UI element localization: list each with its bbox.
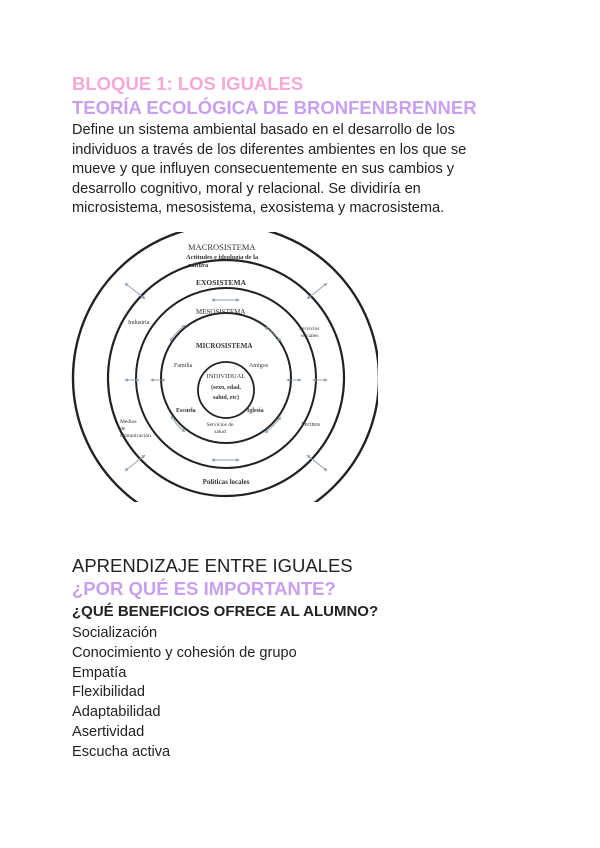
importance-title: ¿POR QUÉ ES IMPORTANTE?	[72, 578, 336, 599]
list-item: Flexibilidad	[72, 684, 146, 701]
relation-arrow	[171, 326, 184, 340]
list-item: Empatía	[72, 664, 127, 681]
exosystem-label: EXOSISTEMA	[196, 278, 247, 287]
block-title: BLOQUE 1: LOS IGUALES	[72, 73, 304, 94]
list-item: Socialización	[72, 625, 158, 641]
bronfenbrenner-diagram	[68, 232, 378, 502]
individual-label: INDIVIDUAL	[206, 373, 246, 380]
benefits-list	[72, 624, 297, 763]
mesosystem-label: MESOSISTEMA	[196, 308, 246, 316]
industria-label: Industria	[128, 320, 150, 326]
relation-arrow	[172, 417, 184, 431]
relation-arrow	[126, 456, 144, 470]
relation-arrow	[308, 284, 326, 298]
politicas-label: Políticas locales	[202, 478, 250, 486]
servicios-salud-label: salud	[214, 429, 226, 435]
peer-learning-title: APRENDIZAJE ENTRE IGUALES	[72, 555, 353, 576]
servicios-sociales-label: Servicios	[299, 326, 320, 332]
intro-line: mueve y que influyen consecuentemente en sus cambios y	[72, 161, 455, 178]
list-item: Adaptabilidad	[72, 704, 161, 721]
list-item: Escucha activa	[72, 743, 171, 760]
microsystem-label: MICROSISTEMA	[196, 342, 253, 350]
intro-paragraph	[72, 121, 542, 219]
macrosystem-label: MACROSISTEMA	[188, 242, 256, 252]
relation-arrow	[266, 418, 280, 432]
servicios-salud-label: Servicios de	[206, 422, 234, 428]
list-item: Conocimiento y cohesión de grupo	[72, 644, 297, 661]
macrosystem-ring	[73, 232, 378, 502]
relation-arrow	[308, 456, 326, 470]
benefits-question: ¿QUÉ BENEFICIOS OFRECE AL ALUMNO?	[72, 603, 379, 620]
servicios-sociales-label: sociales	[301, 333, 319, 339]
medios-label: Medios	[120, 419, 137, 425]
medios-label: de	[120, 426, 126, 432]
relation-arrow	[126, 284, 144, 298]
iglesia-label: Iglesia	[247, 408, 264, 414]
escuela-label: Escuela	[176, 408, 196, 414]
individual-desc: (sexo, edad,	[211, 385, 241, 391]
macrosystem-desc: Actitudes e ideología de la	[186, 254, 259, 261]
amigos-label: Amigos	[249, 363, 269, 369]
individual-desc: salud, etc)	[213, 395, 239, 401]
familia-label: Familia	[174, 363, 193, 369]
medios-label: comunicación	[120, 433, 151, 439]
macrosystem-desc: cultura	[188, 262, 209, 269]
intro-line: individuos a través de los diferentes ambientes en los que se	[72, 141, 467, 158]
intro-line: microsistema, mesosistema, exosistema y macrosistema.	[72, 200, 445, 217]
vecinos-label: Vecinos	[301, 422, 320, 428]
theory-title: TEORÍA ECOLÓGICA DE BRONFENBRENNER	[72, 97, 477, 118]
list-item: Asertividad	[72, 723, 145, 740]
intro-line: desarrollo cognitivo, moral y relacional. Se dividiría en	[72, 180, 421, 197]
intro-line: Define un sistema ambiental basado en el desarrollo de los	[72, 122, 455, 138]
